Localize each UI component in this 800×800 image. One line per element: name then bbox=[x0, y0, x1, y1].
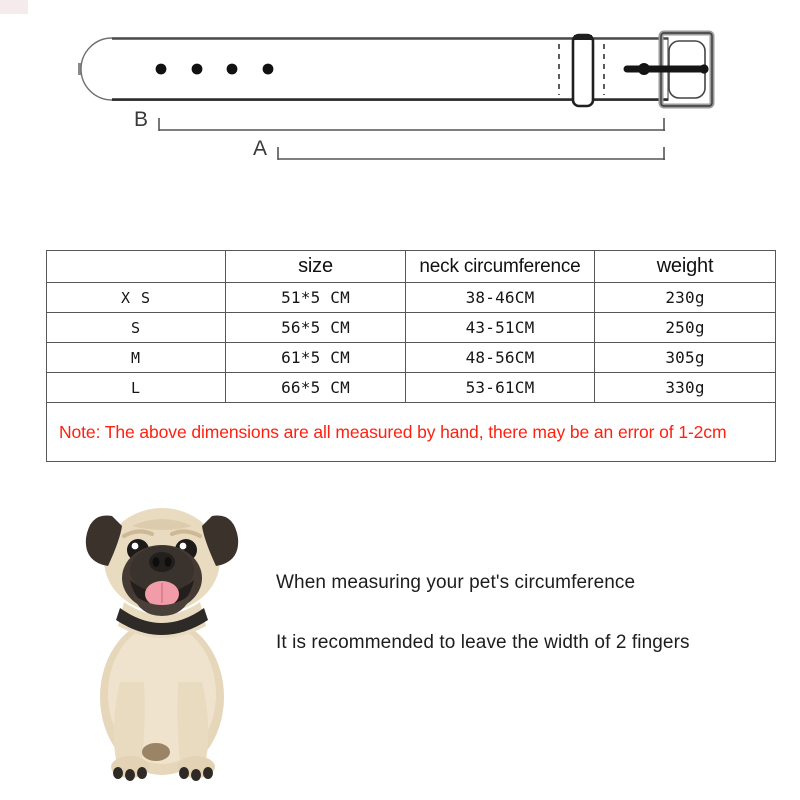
cell-size-label: X S bbox=[47, 283, 226, 313]
table-note-row bbox=[47, 403, 776, 462]
pug-dog-photo bbox=[52, 482, 272, 782]
keeper-loop bbox=[573, 35, 593, 106]
table-header-row bbox=[47, 251, 776, 283]
dog-nostril-right bbox=[165, 557, 172, 567]
header-cell-size: size bbox=[226, 251, 406, 283]
instruction-line-1: When measuring your pet's circumference bbox=[276, 572, 636, 593]
size-chart-table bbox=[46, 250, 776, 462]
buckle-prong-tip bbox=[699, 64, 708, 73]
instruction-line-2: It is recommended to leave the width of 2 fingers bbox=[276, 632, 690, 653]
cell-neck-value: 38-46CM bbox=[406, 283, 595, 313]
dog-front-leg-left bbox=[114, 682, 145, 762]
cell-size-label: L bbox=[47, 373, 226, 403]
strap-hole bbox=[156, 64, 167, 75]
dimension-b bbox=[134, 108, 665, 131]
cell-neck-value: 53-61CM bbox=[406, 373, 595, 403]
table-row bbox=[47, 343, 776, 373]
header-cell-neck-circumference: neck circumference bbox=[406, 251, 595, 283]
cell-weight-value: 230g bbox=[595, 283, 776, 313]
dog-hind-foot bbox=[142, 743, 170, 761]
dimension-a-label: A bbox=[252, 137, 268, 160]
size-table-container bbox=[46, 250, 775, 462]
cell-size-value: 61*5 CM bbox=[226, 343, 406, 373]
dog-eye-highlight-right bbox=[180, 543, 187, 550]
strap-hole bbox=[192, 64, 203, 75]
dog-eye-highlight-left bbox=[132, 543, 139, 550]
cell-weight-value: 330g bbox=[595, 373, 776, 403]
strap-hole bbox=[227, 64, 238, 75]
cell-weight-value: 250g bbox=[595, 313, 776, 343]
header-cell-blank bbox=[47, 251, 226, 283]
collar-diagram bbox=[0, 0, 800, 200]
measuring-instructions bbox=[276, 572, 776, 654]
dimension-b-label: B bbox=[133, 108, 149, 131]
table-row bbox=[47, 373, 776, 403]
cell-size-label: M bbox=[47, 343, 226, 373]
header-cell-weight: weight bbox=[595, 251, 776, 283]
cell-size-value: 56*5 CM bbox=[226, 313, 406, 343]
cell-size-label: S bbox=[47, 313, 226, 343]
cell-size-value: 66*5 CM bbox=[226, 373, 406, 403]
dog-front-leg-right bbox=[177, 682, 208, 762]
table-row bbox=[47, 283, 776, 313]
dog-nostril-left bbox=[153, 557, 160, 567]
dimension-a bbox=[253, 137, 665, 160]
cell-neck-value: 43-51CM bbox=[406, 313, 595, 343]
measurement-note: Note: The above dimensions are all measured by hand, there may be an error of 1-2cm bbox=[47, 403, 776, 462]
cell-neck-value: 48-56CM bbox=[406, 343, 595, 373]
cell-size-value: 51*5 CM bbox=[226, 283, 406, 313]
strap-hole bbox=[263, 64, 274, 75]
cell-weight-value: 305g bbox=[595, 343, 776, 373]
table-row bbox=[47, 313, 776, 343]
